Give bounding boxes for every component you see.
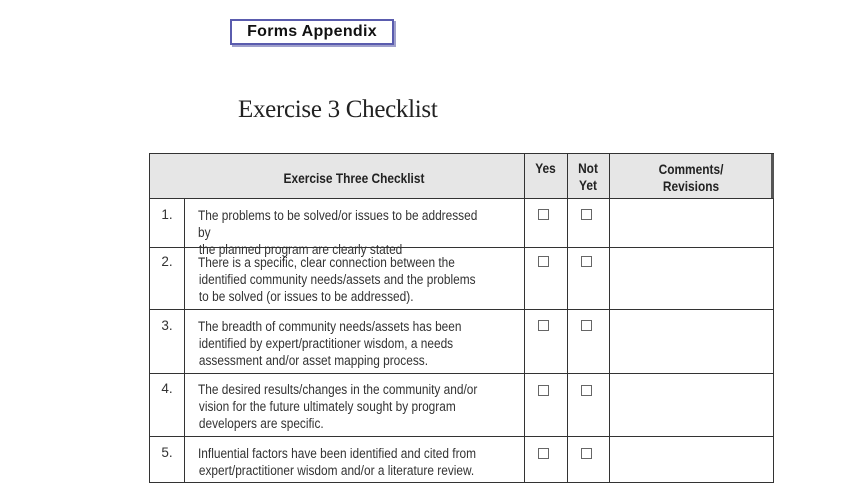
checklist-item-text: Influential factors have been identified and cited from expert/practitioner wisdom and/or a literature review. [198, 446, 477, 478]
checklist-item-text: There is a specific, clear connection between the identified community needs/assets and the problems to be solved (or issues to be addressed). [198, 255, 476, 304]
row-divider [150, 309, 773, 310]
yes-checkbox[interactable] [538, 256, 549, 267]
checklist-item-text: The problems to be solved/or issues to be addressed by the planned program are clearly stated [198, 208, 478, 257]
comments-column-divider [609, 154, 610, 482]
row-divider [150, 373, 773, 374]
column-header-item: Exercise Three Checklist [283, 170, 425, 186]
yes-checkbox[interactable] [538, 385, 549, 396]
forms-appendix-badge: Forms Appendix [230, 19, 394, 45]
not-yet-column-divider [567, 154, 568, 482]
yes-checkbox[interactable] [538, 448, 549, 459]
header-edge-shadow [771, 154, 774, 198]
page-title: Exercise 3 Checklist [238, 96, 438, 123]
checklist-item-text: The breadth of community needs/assets has been identified by expert/practitioner wisdom, a needs assessment and/or asset mapping process. [198, 319, 462, 368]
checklist-item-text: The desired results/changes in the community and/or vision for the future ultimately sought by program developers are specific. [198, 382, 478, 431]
row-number: 1. [161, 207, 173, 222]
not-yet-checkbox[interactable] [581, 256, 592, 267]
not-yet-checkbox[interactable] [581, 385, 592, 396]
not-yet-checkbox[interactable] [581, 320, 592, 331]
yes-column-divider [524, 154, 525, 482]
column-header-not-yet: Not Yet [578, 160, 598, 193]
not-yet-checkbox[interactable] [581, 448, 592, 459]
row-number: 4. [161, 381, 173, 396]
not-yet-checkbox[interactable] [581, 209, 592, 220]
row-divider [150, 436, 773, 437]
yes-checkbox[interactable] [538, 209, 549, 220]
yes-checkbox[interactable] [538, 320, 549, 331]
row-number: 3. [161, 318, 173, 333]
row-number: 2. [161, 254, 173, 269]
column-header-yes: Yes [535, 160, 556, 176]
row-number: 5. [161, 445, 173, 460]
number-column-divider [184, 198, 185, 482]
column-header-comments: Comments/ Revisions [658, 161, 724, 194]
header-divider [150, 198, 773, 199]
checklist-table [149, 153, 774, 483]
